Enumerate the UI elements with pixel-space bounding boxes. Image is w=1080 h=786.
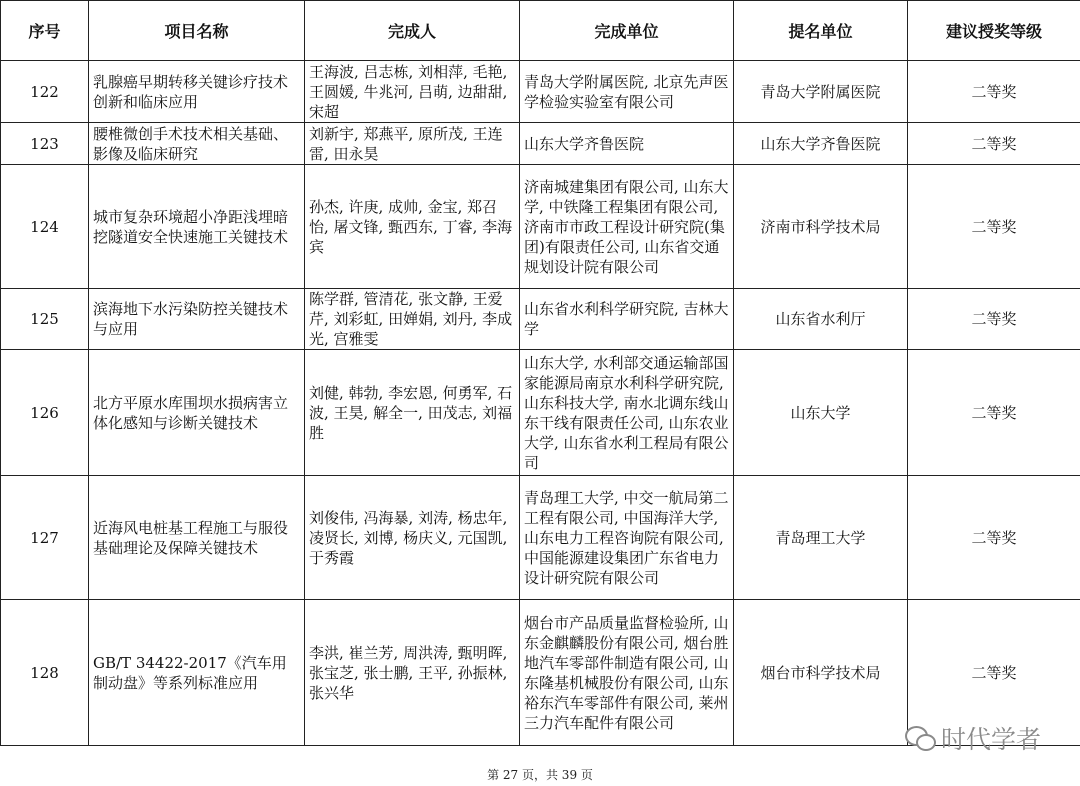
table-row: [1, 476, 1080, 600]
row-nominating-unit: 山东大学齐鲁医院: [734, 123, 908, 165]
row-project-name: 北方平原水库围坝水损病害立体化感知与诊断关键技术: [89, 350, 305, 476]
row-award-level: 二等奖: [908, 600, 1080, 746]
row-completing-unit: 山东省水利科学研究院, 吉林大学: [520, 289, 734, 350]
row-no: 128: [1, 600, 89, 746]
table-row: [1, 350, 1080, 476]
row-nominating-unit: 青岛理工大学: [734, 476, 908, 600]
header-completing-unit: 完成单位: [520, 1, 734, 61]
row-no: 122: [1, 61, 89, 123]
table-row: [1, 123, 1080, 165]
row-project-name: 滨海地下水污染防控关键技术与应用: [89, 289, 305, 350]
row-no: 124: [1, 165, 89, 289]
row-project-name: GB/T 34422-2017《汽车用制动盘》等系列标准应用: [89, 600, 305, 746]
row-award-level: 二等奖: [908, 476, 1080, 600]
row-no: 126: [1, 350, 89, 476]
row-completers: 孙杰, 许庚, 成帅, 金宝, 郑召怡, 屠文锋, 甄西东, 丁睿, 李海宾: [305, 165, 520, 289]
watermark-text: 时代学者: [941, 725, 1042, 754]
header-project-name: 项目名称: [89, 1, 305, 61]
row-award-level: 二等奖: [908, 350, 1080, 476]
table-row: [1, 165, 1080, 289]
watermark: [905, 720, 1041, 756]
row-completing-unit: 青岛理工大学, 中交一航局第二工程有限公司, 中国海洋大学, 山东电力工程咨询院有限公司, 中国能源建设集团广东省电力设计研究院有限公司: [520, 476, 734, 600]
row-completers: 陈学群, 管清花, 张文静, 王爱芹, 刘彩虹, 田婵娟, 刘丹, 李成光, 宫雅雯: [305, 289, 520, 350]
row-completing-unit: 山东大学, 水利部交通运输部国家能源局南京水利科学研究院, 山东科技大学, 南水北调东线山东干线有限责任公司, 山东农业大学, 山东省水利工程局有限公司: [520, 350, 734, 476]
row-nominating-unit: 烟台市科学技术局: [734, 600, 908, 746]
header-nominating-unit: 提名单位: [734, 1, 908, 61]
row-completers: 王海波, 吕志栋, 刘相萍, 毛艳, 王圆媛, 牛兆河, 吕萌, 边甜甜, 宋超: [305, 61, 520, 123]
row-completers: 刘俊伟, 冯海暴, 刘涛, 杨忠年, 凌贤长, 刘博, 杨庆义, 元国凯, 于秀霞: [305, 476, 520, 600]
row-completers: 李洪, 崔兰芳, 周洪涛, 甄明晖, 张宝芝, 张士鹏, 王平, 孙振林, 张兴华: [305, 600, 520, 746]
row-award-level: 二等奖: [908, 123, 1080, 165]
row-project-name: 乳腺癌早期转移关键诊疗技术创新和临床应用: [89, 61, 305, 123]
header-award-level: 建议授奖等级: [908, 1, 1080, 61]
row-completing-unit: 烟台市产品质量监督检验所, 山东金麒麟股份有限公司, 烟台胜地汽车零部件制造有限公司, 山东隆基机械股份有限公司, 山东裕东汽车零部件有限公司, 莱州三力汽车配件有限公司: [520, 600, 734, 746]
row-no: 125: [1, 289, 89, 350]
row-completing-unit: 济南城建集团有限公司, 山东大学, 中铁隆工程集团有限公司, 济南市市政工程设计研究院(集团)有限责任公司, 山东省交通规划设计院有限公司: [520, 165, 734, 289]
row-project-name: 城市复杂环境超小净距浅埋暗挖隧道安全快速施工关键技术: [89, 165, 305, 289]
row-project-name: 近海风电桩基工程施工与服役基础理论及保障关键技术: [89, 476, 305, 600]
table-row: [1, 289, 1080, 350]
header-no: 序号: [1, 1, 89, 61]
wechat-icon: [905, 724, 935, 752]
row-nominating-unit: 青岛大学附属医院: [734, 61, 908, 123]
row-award-level: 二等奖: [908, 289, 1080, 350]
page-footer: 第 27 页，共 39 页: [487, 768, 593, 782]
header-row: [1, 1, 1080, 61]
table-row: [1, 61, 1080, 123]
header-completers: 完成人: [305, 1, 520, 61]
row-award-level: 二等奖: [908, 165, 1080, 289]
row-award-level: 二等奖: [908, 61, 1080, 123]
row-nominating-unit: 山东省水利厅: [734, 289, 908, 350]
row-nominating-unit: 济南市科学技术局: [734, 165, 908, 289]
row-completers: 刘健, 韩勃, 李宏恩, 何勇军, 石波, 王昊, 解全一, 田茂志, 刘福胜: [305, 350, 520, 476]
row-nominating-unit: 山东大学: [734, 350, 908, 476]
row-completing-unit: 青岛大学附属医院, 北京先声医学检验实验室有限公司: [520, 61, 734, 123]
row-completing-unit: 山东大学齐鲁医院: [520, 123, 734, 165]
row-no: 123: [1, 123, 89, 165]
row-no: 127: [1, 476, 89, 600]
row-completers: 刘新宇, 郑燕平, 原所茂, 王连雷, 田永昊: [305, 123, 520, 165]
row-project-name: 腰椎微创手术技术相关基础、影像及临床研究: [89, 123, 305, 165]
